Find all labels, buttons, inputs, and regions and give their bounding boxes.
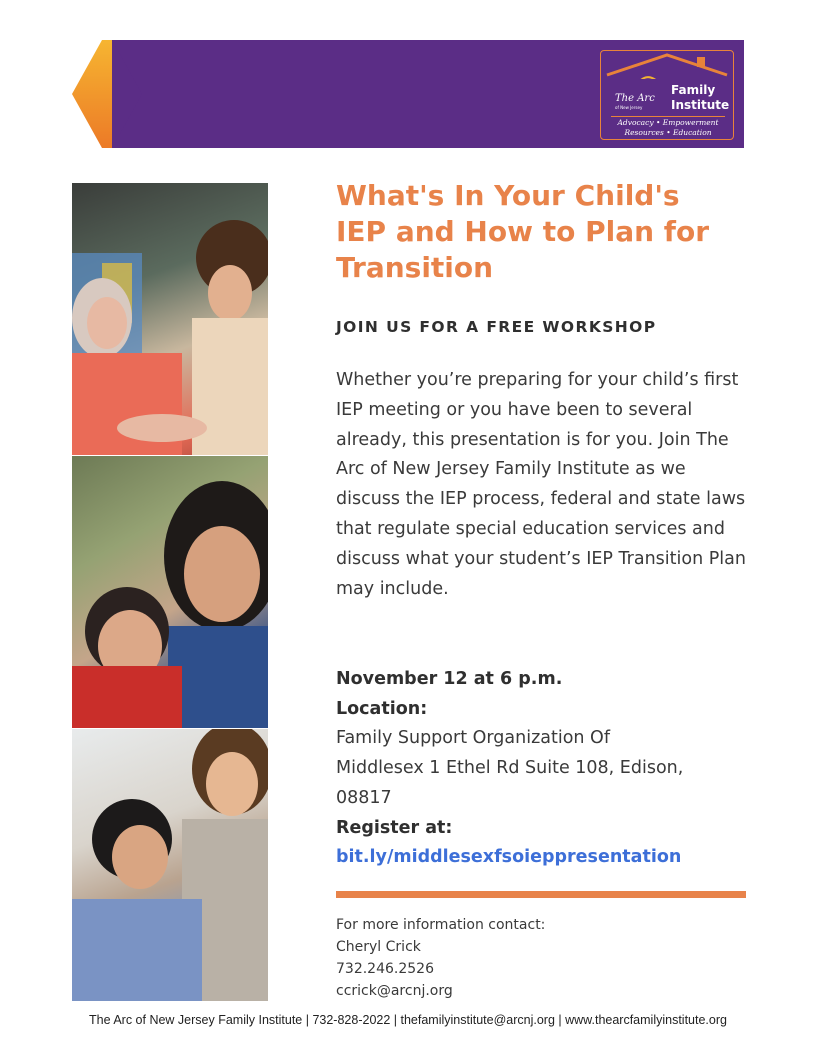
page-footer: The Arc of New Jersey Family Institute | 732-828-2022 | thefamilyinstitute@arcnj.org | www.thearcfamilyinstitute.org <box>89 1013 727 1027</box>
location-label: Location: <box>336 699 428 719</box>
logo-arc-subtext: of New Jersey <box>615 105 643 110</box>
contact-name: Cheryl Crick <box>336 939 421 955</box>
location-line-2: Middlesex 1 Ethel Rd Suite 108, Edison, <box>336 757 684 778</box>
photo-elderly-woman-caregiver <box>72 183 268 455</box>
contact-phone: 732.246.2526 <box>336 961 434 977</box>
logo-family-institute-text <box>671 83 729 113</box>
header-banner <box>72 40 744 148</box>
description-paragraph: Whether you’re preparing for your child’s first IEP meeting or you have been to several already, this presentation is for you. Join The Arc of New Jersey Family Institute as we discuss the IEP process, federal and state laws that regulate special education services and discuss what your student’s IEP Transition Plan may include. <box>336 370 746 599</box>
workshop-subheading: JOIN US FOR A FREE WORKSHOP <box>336 318 657 336</box>
logo-institute-line: Institute <box>671 98 730 112</box>
house-roof-icon <box>605 51 729 79</box>
chevron-purple-notch <box>110 40 144 148</box>
logo-arc-text: The Arc <box>615 93 655 104</box>
logo-family-line: Family <box>671 83 716 97</box>
location-line-3: 08817 <box>336 787 392 808</box>
location-line-1: Family Support Organization Of <box>336 728 610 748</box>
register-label: Register at: <box>336 818 453 838</box>
family-institute-logo[interactable] <box>600 50 734 140</box>
event-date: November 12 at 6 p.m. <box>336 669 563 689</box>
photo-young-man-and-woman <box>72 729 268 1001</box>
location-address <box>336 724 746 813</box>
contact-heading: For more information contact: <box>336 917 546 933</box>
photo-girl-and-boy-smiling <box>72 456 268 728</box>
orange-divider <box>336 891 746 898</box>
register-link[interactable]: bit.ly/middlesexfsoieppresentation <box>336 847 682 867</box>
logo-tagline-2: Resources • Education <box>624 128 712 137</box>
contact-email[interactable]: ccrick@arcnj.org <box>336 983 453 999</box>
page-title: What's In Your Child's IEP and How to Plan for Transition <box>336 179 710 284</box>
logo-divider <box>611 116 725 117</box>
contact-block <box>336 914 736 1002</box>
logo-tagline-1: Advocacy • Empowerment <box>617 118 719 127</box>
